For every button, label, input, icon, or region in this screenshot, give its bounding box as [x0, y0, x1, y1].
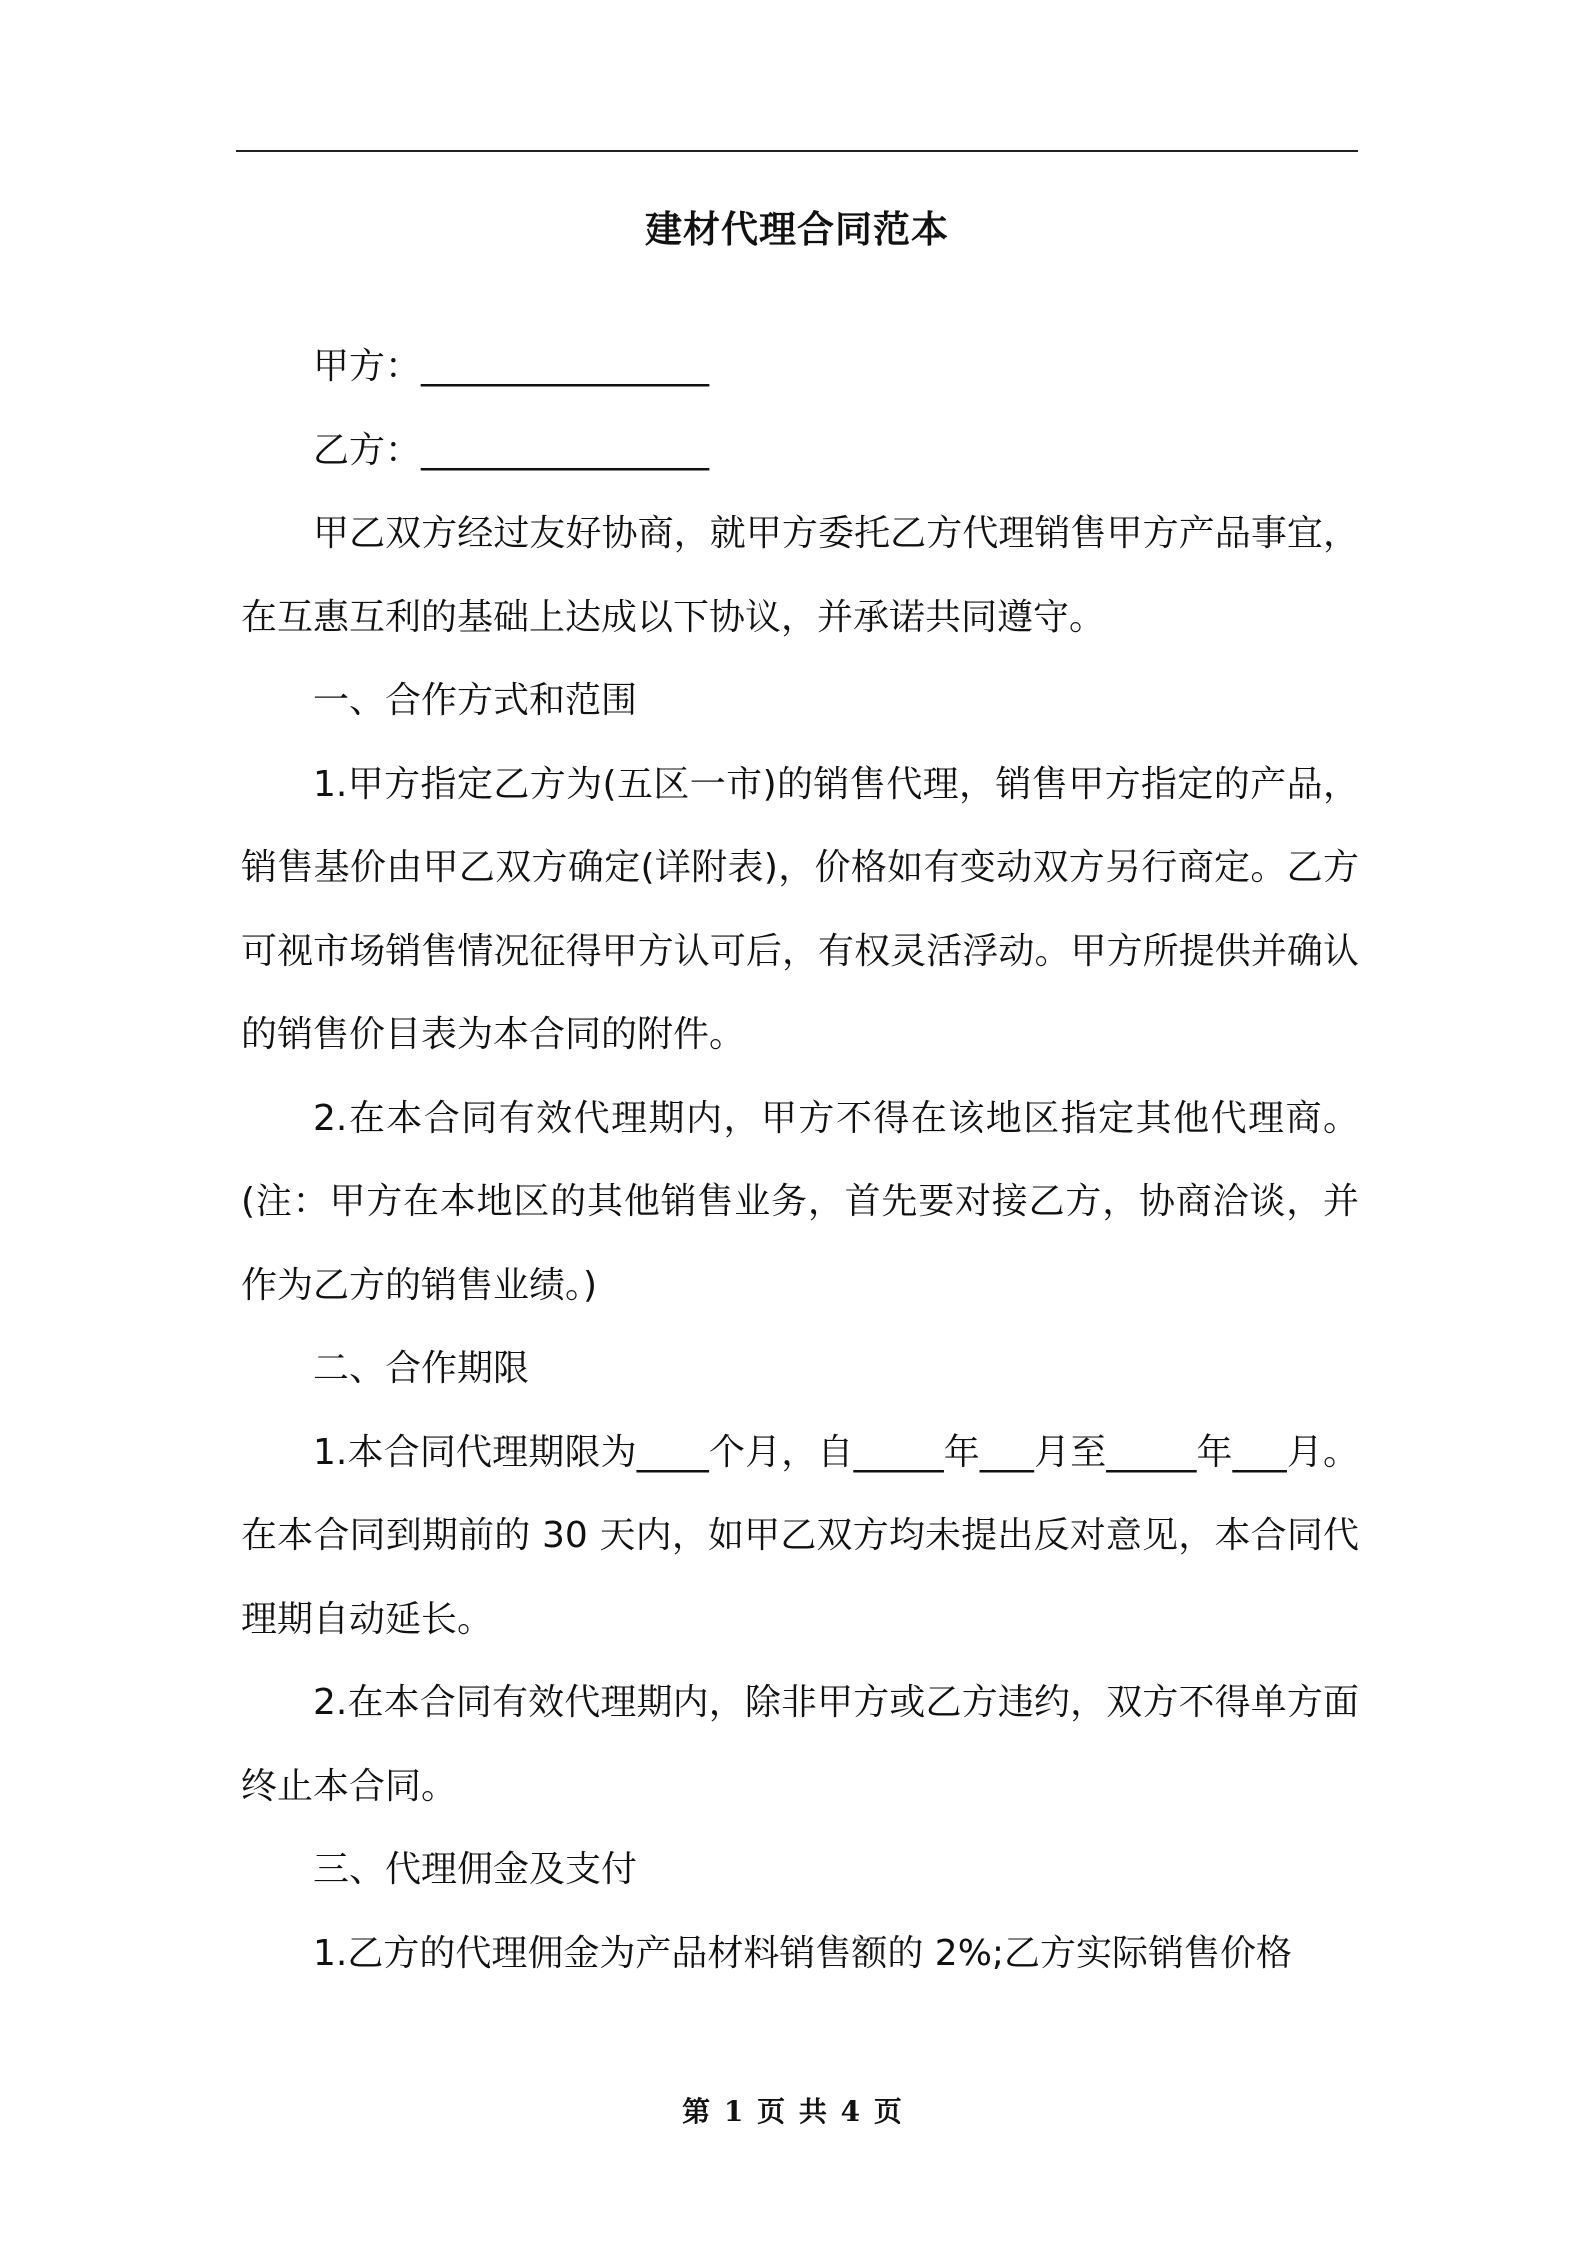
- clause-2-1: 1.本合同代理期限为____个月，自_____年___月至_____年___月。在本合同到期前的 30 天内，如甲乙双方均未提出反对意见，本合同代理期自动延长。: [241, 1431, 1359, 1640]
- page-number-footer: 第 1 页 共 4 页: [682, 2095, 904, 2128]
- section-heading-1: 一、合作方式和范围: [313, 680, 638, 721]
- section-heading-2: 二、合作期限: [313, 1348, 530, 1389]
- section-heading-3: 三、代理佣金及支付: [313, 1849, 638, 1890]
- preamble-paragraph: 甲乙双方经过友好协商，就甲方委托乙方代理销售甲方产品事宜，在互惠互利的基础上达成以下协议，并承诺共同遵守。: [241, 513, 1359, 638]
- clause-1-2: 2.在本合同有效代理期内，甲方不得在该地区指定其他代理商。(注：甲方在本地区的其他销售业务，首先要对接乙方，协商洽谈，并作为乙方的销售业绩。): [241, 1097, 1359, 1306]
- clause-3-1: 1.乙方的代理佣金为产品材料销售额的 2%;乙方实际销售价格: [313, 1932, 1293, 1974]
- party-a-line: 甲方：________________: [313, 346, 710, 387]
- header-rule: [236, 150, 1358, 152]
- party-b-line: 乙方：________________: [313, 429, 710, 471]
- document-body: [241, 325, 1359, 1995]
- clause-1-1: 1.甲方指定乙方为(五区一市)的销售代理，销售甲方指定的产品，销售基价由甲乙双方确定(详附表)，价格如有变动双方另行商定。乙方可视市场销售情况征得甲方认可后，有权灵活浮动。甲方所提供并确认的销售价目表为本合同的附件。: [241, 763, 1359, 1055]
- document-title: 建材代理合同范本: [645, 208, 949, 251]
- clause-2-2: 2.在本合同有效代理期内，除非甲方或乙方违约，双方不得单方面终止本合同。: [241, 1682, 1359, 1807]
